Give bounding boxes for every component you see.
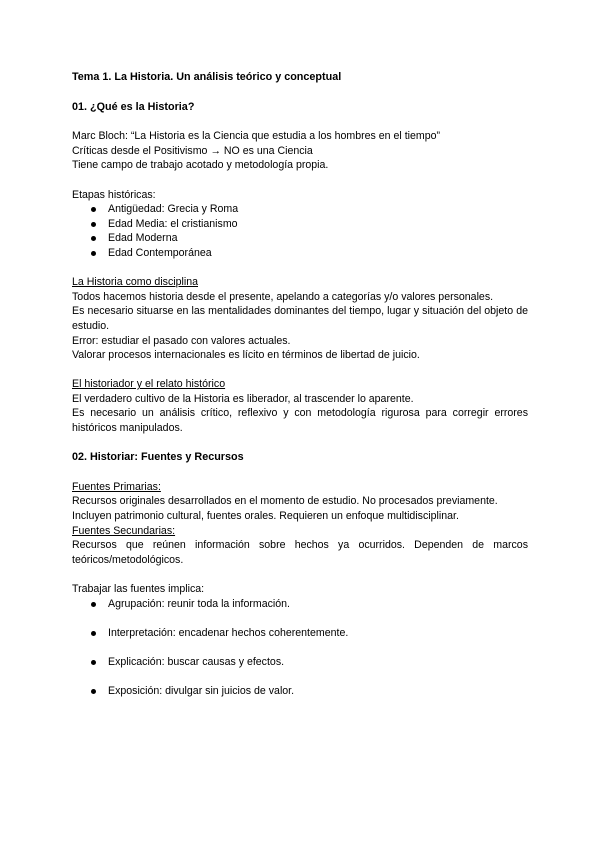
paragraph-line: Todos hacemos historia desde el presente, apelando a categorías y/o valores personales. [72,290,494,303]
list-item: Edad Moderna [72,231,528,246]
paragraph-line: El verdadero cultivo de la Historia es liberador, al trascender lo aparente. [72,392,414,405]
document-body [72,70,528,713]
list-item: Edad Contemporánea [72,246,528,261]
list-item: Explicación: buscar causas y efectos. [72,655,528,670]
subheading-disciplina: La Historia como disciplina [72,276,199,289]
list-item: Exposición: divulgar sin juicios de valor. [72,684,528,699]
paragraph-line: Es necesario situarse en las mentalidades dominantes del tiempo, lugar y situación del objeto de estudio. [72,305,528,332]
document-title: Tema 1. La Historia. Un análisis teórico y conceptual [72,71,342,83]
subheading-historiador: El historiador y el relato histórico [72,378,226,391]
intro-line: Críticas desde el Positivismo → NO es una Ciencia [72,144,313,157]
intro-line: Tiene campo de trabajo acotado y metodología propia. [72,159,329,172]
subheading-primarias: Fuentes Primarias: [72,480,161,493]
section-heading-1: 01. ¿Qué es la Historia? [72,100,195,113]
intro-line: Marc Bloch: “La Historia es la Ciencia que estudia a los hombres en el tiempo” [72,130,441,143]
list-item: Antigüedad: Grecia y Roma [72,202,528,217]
paragraph-line: Incluyen patrimonio cultural, fuentes orales. Requieren un enfoque multidisciplinar. [72,510,459,523]
etapas-list [72,202,528,260]
paragraph-line: Error: estudiar el pasado con valores actuales. [72,334,291,347]
list-item: Agrupación: reunir toda la información. [72,597,528,612]
trabajar-label: Trabajar las fuentes implica: [72,583,205,595]
list-item: Interpretación: encadenar hechos coherentemente. [72,626,528,641]
paragraph-line: Es necesario un análisis crítico, reflexivo y con metodología rigurosa para corregir errores históricos manipulados. [72,407,528,435]
paragraph-line: Valorar procesos internacionales es lícito en términos de libertad de juicio. [72,349,420,362]
etapas-label: Etapas históricas: [72,188,156,201]
paragraph-line: Recursos originales desarrollados en el momento de estudio. No procesados previamente. [72,495,498,508]
paragraph-line: Recursos que reúnen información sobre hechos ya ocurridos. Dependen de marcos teóricos/metodológicos. [72,539,528,566]
trabajar-list [72,597,528,699]
list-item: Edad Media: el cristianismo [72,217,528,232]
subheading-secundarias: Fuentes Secundarias: [72,524,176,537]
section-heading-2: 02. Historiar: Fuentes y Recursos [72,451,244,464]
